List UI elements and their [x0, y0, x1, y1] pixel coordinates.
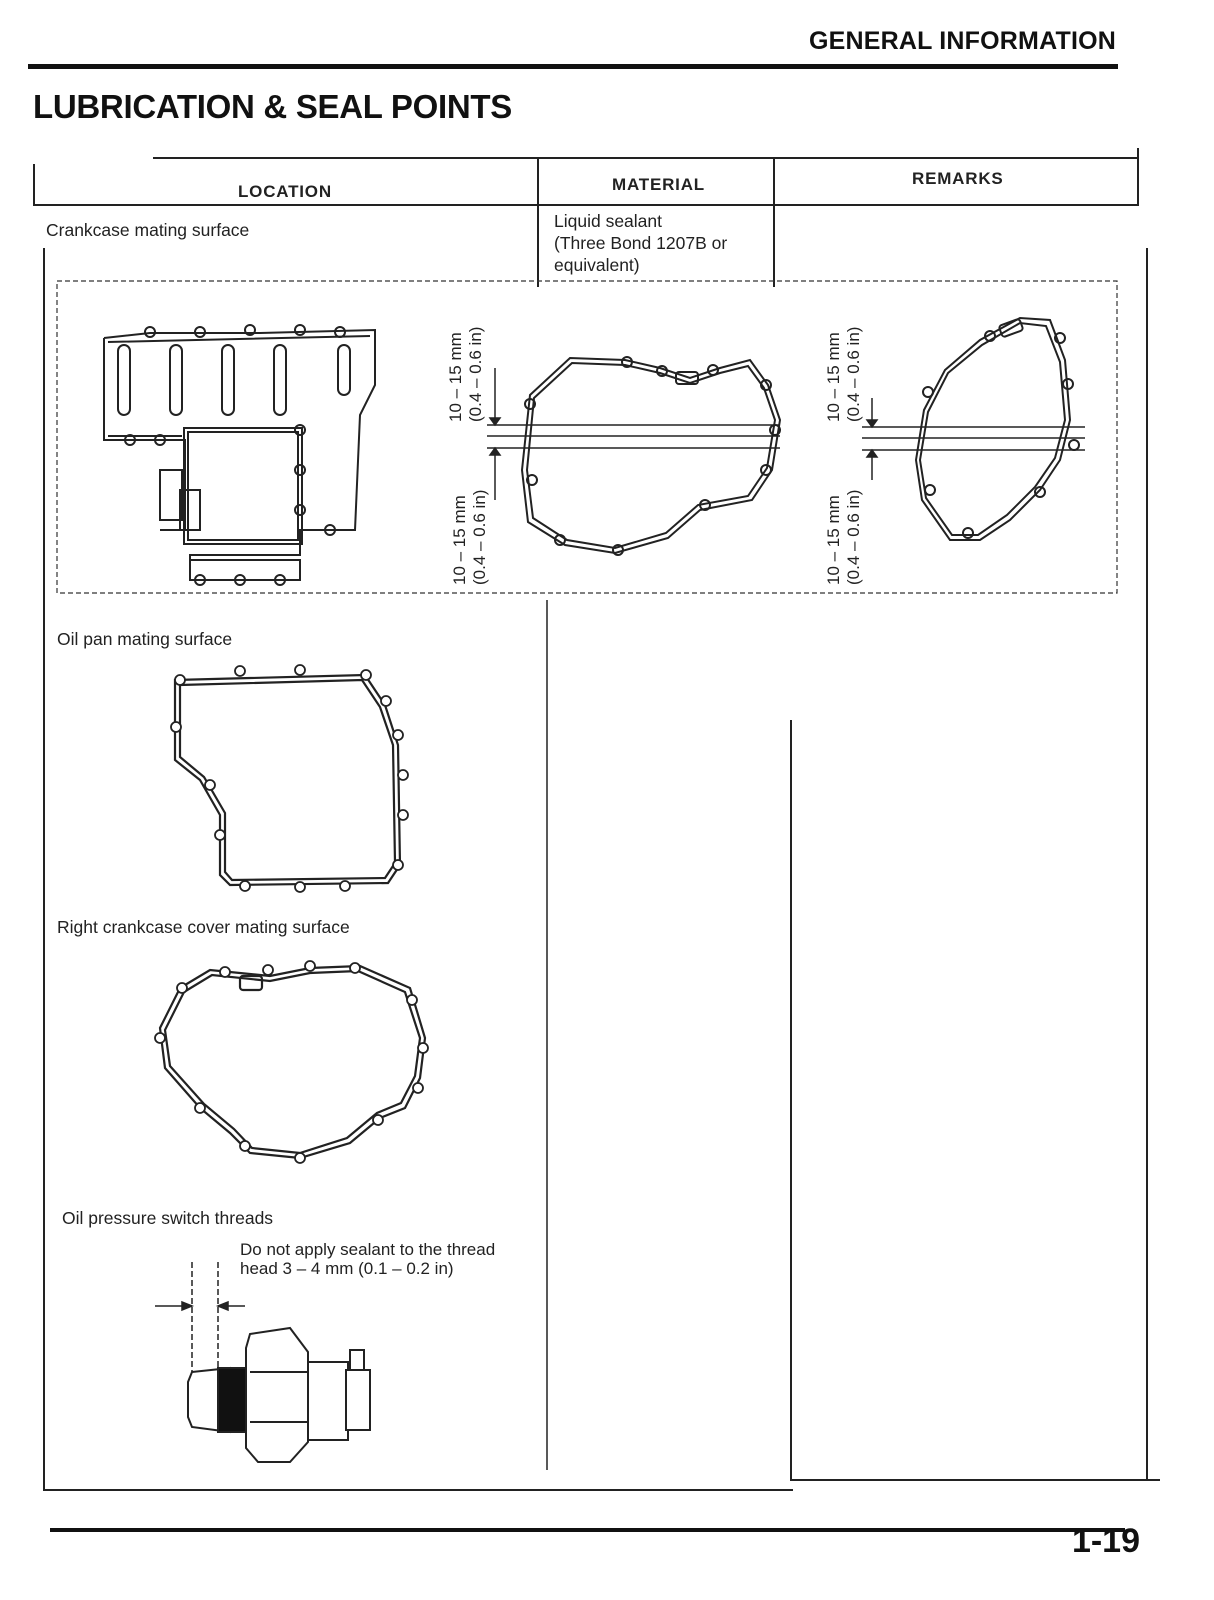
figure-dashed-frame: [57, 281, 1117, 593]
dimension-lines-right: [862, 398, 1085, 480]
switch-note-line-2: head 3 – 4 mm (0.1 – 0.2 in): [240, 1259, 454, 1278]
table-right-border: [1137, 148, 1139, 206]
col-divider-2-lower: [790, 720, 792, 1480]
dimension-lines-middle: [487, 368, 780, 500]
col-divider-2: [773, 157, 775, 287]
dimension-label-bottom-in: (0.4 – 0.6 in): [470, 489, 489, 585]
row-material-line-1: Liquid sealant: [554, 211, 662, 231]
table-bottom-right: [790, 1479, 1160, 1481]
page-title: LUBRICATION & SEAL POINTS: [33, 88, 512, 125]
col-divider-1: [537, 157, 539, 287]
page-number: 1-19: [1071, 1522, 1140, 1560]
oil-pan-figure: [160, 665, 420, 905]
row-location-oil-pressure-switch: Oil pressure switch threads: [62, 1208, 274, 1228]
dimension-label-bottom-mm: 10 – 15 mm: [450, 495, 469, 585]
dimension-label-bottom-in-right: (0.4 – 0.6 in): [844, 489, 863, 585]
dimension-label-top-mm-right: 10 – 15 mm: [824, 332, 843, 422]
dimension-label-top-in-right: (0.4 – 0.6 in): [844, 326, 863, 422]
oil-pressure-switch-figure: [150, 1262, 410, 1482]
crankcase-cover-drawing-right: [916, 318, 1079, 540]
table-left-border: [33, 164, 35, 206]
table-top-border: [153, 157, 1138, 159]
dimension-label-bottom-mm-right: 10 – 15 mm: [824, 495, 843, 585]
row-location-right-crankcase-cover: Right crankcase cover mating surface: [57, 917, 350, 937]
header-rule: [28, 64, 1118, 69]
crankcase-drawing: [104, 325, 375, 585]
table-header-border: [33, 204, 1138, 206]
section-header: GENERAL INFORMATION: [808, 27, 1116, 55]
dimension-label-top-mm: 10 – 15 mm: [446, 332, 465, 422]
dimension-label-top-in: (0.4 – 0.6 in): [466, 326, 485, 422]
row-material-line-3: equivalent): [554, 255, 640, 275]
table-bottom-left: [43, 1489, 793, 1491]
col-divider-1-lower: [546, 600, 548, 1470]
column-header-remarks: REMARKS: [912, 169, 1004, 188]
footer-rule: [50, 1528, 1125, 1532]
switch-note-line-1: Do not apply sealant to the thread: [240, 1240, 496, 1259]
column-header-material: MATERIAL: [612, 175, 705, 194]
table-left-lower: [43, 248, 45, 1490]
row-location-crankcase: Crankcase mating surface: [46, 220, 250, 240]
right-crankcase-cover-figure: [150, 958, 440, 1178]
table-right-lower: [1146, 248, 1148, 1480]
column-header-location: LOCATION: [238, 182, 332, 201]
crankcase-cover-drawing-middle: [522, 357, 780, 555]
row-material-line-2: (Three Bond 1207B or: [554, 233, 728, 253]
row-location-oil-pan: Oil pan mating surface: [57, 629, 233, 649]
